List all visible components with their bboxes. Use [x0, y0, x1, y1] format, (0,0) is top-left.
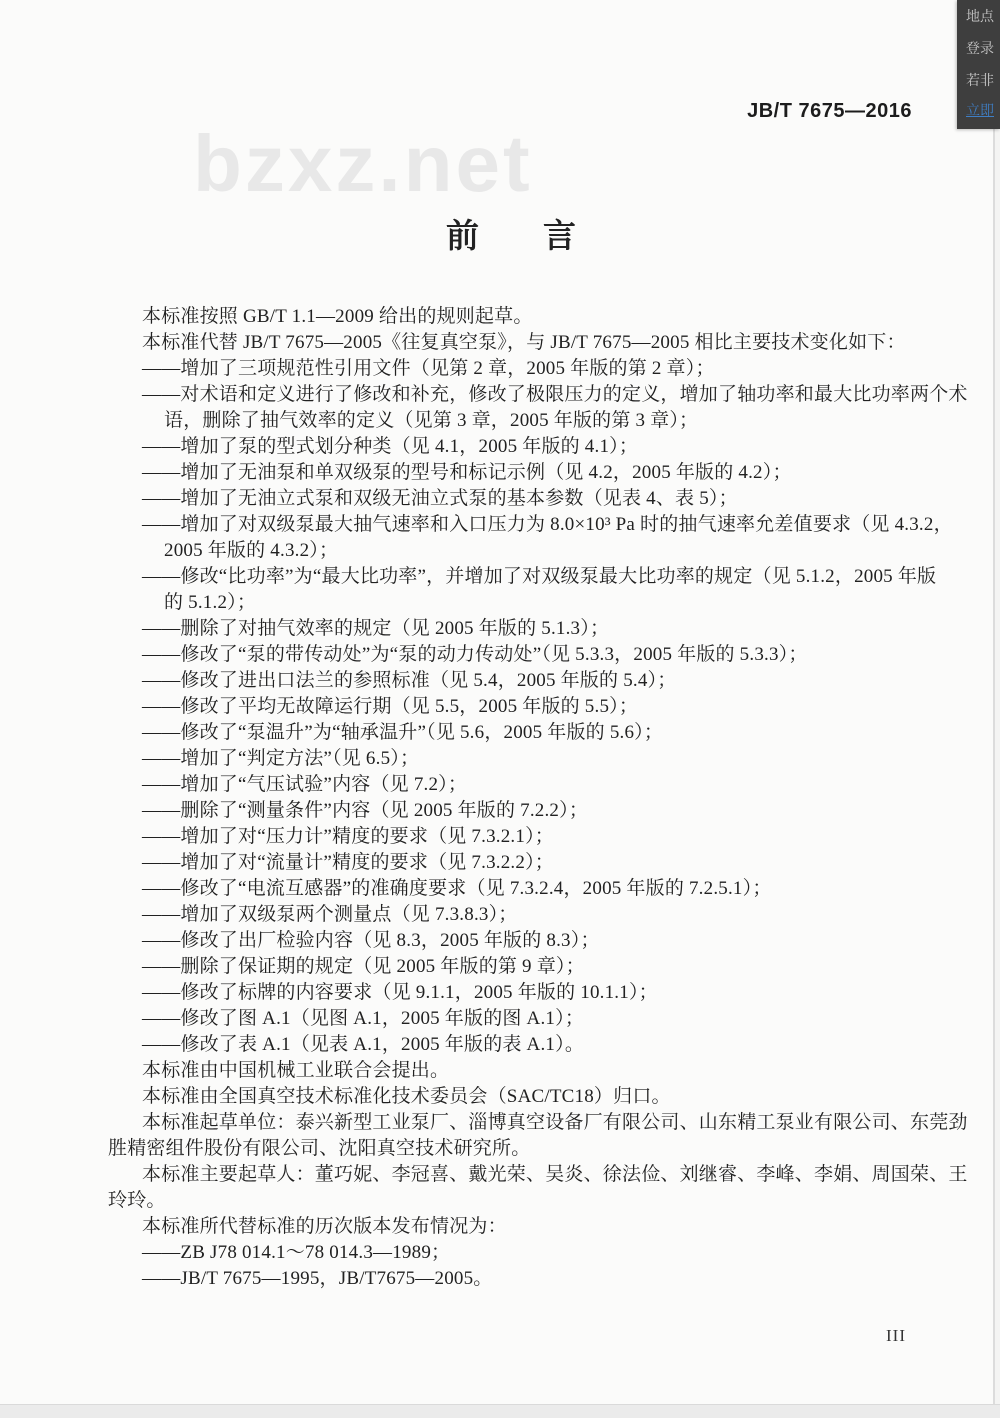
text-line: ——修改了进出口法兰的参照标准（见 5.4，2005 年版的 5.4）； [142, 670, 677, 691]
text-line: ——增加了“气压试验”内容（见 7.2）； [142, 774, 468, 795]
text-line: ——JB/T 7675—1995，JB/T7675—2005。 [142, 1268, 493, 1289]
body-text [108, 304, 968, 1292]
text-line: ——增加了对双级泵最大抽气速率和入口压力为 8.0×10³ Pa 时的抽气速率允差值要求（见 4.3.2， [142, 514, 953, 535]
text-line: 本标准主要起草人：董巧妮、李冠喜、戴光荣、吴炎、徐法俭、刘继睿、李峰、李娟、周国荣、王 [142, 1164, 968, 1185]
text-line: ——增加了无油泵和单双级泵的型号和标记示例（见 4.2，2005 年版的 4.2）； [142, 462, 792, 483]
text-line: 本标准所代替标准的历次版本发布情况为： [142, 1216, 507, 1237]
text-line: ——修改了“泵的带传动处”为“泵的动力传动处”（见 5.3.3，2005 年版的 5.3.3）； [142, 644, 808, 665]
text-line: ——对术语和定义进行了修改和补充，修改了极限压力的定义，增加了轴功率和最大比功率两个术 [142, 384, 968, 405]
text-line: ——增加了三项规范性引用文件（见第 2 章，2005 年版的第 2 章）； [142, 358, 715, 379]
doc-number: JB/T 7675—2016 [747, 100, 912, 122]
text-line: 本标准按照 GB/T 1.1—2009 给出的规则起草。 [142, 306, 533, 327]
text-line: ——修改了“泵温升”为“轴承温升”（见 5.6，2005 年版的 5.6）； [142, 722, 664, 743]
text-line: 本标准由全国真空技术标准化技术委员会（SAC/TC18）归口。 [142, 1086, 671, 1107]
text-line: 玲玲。 [108, 1190, 166, 1211]
text-line: ——修改了平均无故障运行期（见 5.5，2005 年版的 5.5）； [142, 696, 639, 717]
text-line: ——修改了图 A.1（见图 A.1，2005 年版的图 A.1）； [142, 1008, 585, 1029]
text-line: ——删除了保证期的规定（见 2005 年版的第 9 章）； [142, 956, 585, 977]
text-line: ——修改了“电流互感器”的准确度要求（见 7.3.2.4，2005 年版的 7.2.5.1）； [142, 878, 772, 899]
text-line: ——删除了“测量条件”内容（见 2005 年版的 7.2.2）； [142, 800, 589, 821]
text-line: ——ZB J78 014.1～78 014.3—1989； [142, 1242, 451, 1263]
text-line: 本标准由中国机械工业联合会提出。 [142, 1060, 450, 1081]
login-overlay-panel [957, 0, 1000, 129]
scan-margin [995, 0, 1000, 1405]
text-line: ——增加了泵的型式划分种类（见 4.1，2005 年版的 4.1）； [142, 436, 639, 457]
text-line: ——增加了对“流量计”精度的要求（见 7.3.2.2）； [142, 852, 554, 873]
overlay-text-line: 登录 [966, 40, 994, 56]
text-line: ——增加了对“压力计”精度的要求（见 7.3.2.1）； [142, 826, 554, 847]
page-edge-line [993, 0, 995, 1405]
overlay-text-line: 地点 [966, 8, 994, 24]
text-line: 本标准起草单位：泰兴新型工业泵厂、淄博真空设备厂有限公司、山东精工泵业有限公司、东莞劲 [142, 1112, 968, 1133]
overlay-link[interactable]: 立即 [966, 102, 994, 118]
text-line: ——增加了“判定方法”（见 6.5）； [142, 748, 420, 769]
text-line: ——修改“比功率”为“最大比功率”，并增加了对双级泵最大比功率的规定（见 5.1.2，2005 年版 [142, 566, 937, 587]
page-number: III [886, 1326, 906, 1345]
text-line: ——删除了对抽气效率的规定（见 2005 年版的 5.1.3）； [142, 618, 610, 639]
text-line: 的 5.1.2）； [164, 592, 257, 613]
title-char-1: 前 [446, 217, 479, 254]
text-line: 胜精密组件股份有限公司、沈阳真空技术研究所。 [108, 1138, 531, 1159]
page-title [0, 210, 1000, 257]
text-line: ——增加了双级泵两个测量点（见 7.3.8.3）； [142, 904, 518, 925]
watermark: bzxz.net [193, 119, 533, 208]
text-line: 本标准代替 JB/T 7675—2005《往复真空泵》，与 JB/T 7675—2005 相比主要技术变化如下： [142, 332, 906, 353]
page-bottom-edge [0, 1404, 1000, 1418]
title-char-2: 言 [543, 217, 576, 254]
text-line: 2005 年版的 4.3.2）； [164, 540, 339, 561]
text-line: ——修改了标牌的内容要求（见 9.1.1，2005 年版的 10.1.1）； [142, 982, 658, 1003]
text-line: ——增加了无油立式泵和双级无油立式泵的基本参数（见表 4、表 5）； [142, 488, 738, 509]
text-line: 语，删除了抽气效率的定义（见第 3 章，2005 年版的第 3 章）； [164, 410, 699, 431]
text-line: ——修改了出厂检验内容（见 8.3，2005 年版的 8.3）； [142, 930, 600, 951]
text-line: ——修改了表 A.1（见表 A.1，2005 年版的表 A.1）。 [142, 1034, 585, 1055]
overlay-text-line: 若非 [966, 72, 994, 88]
